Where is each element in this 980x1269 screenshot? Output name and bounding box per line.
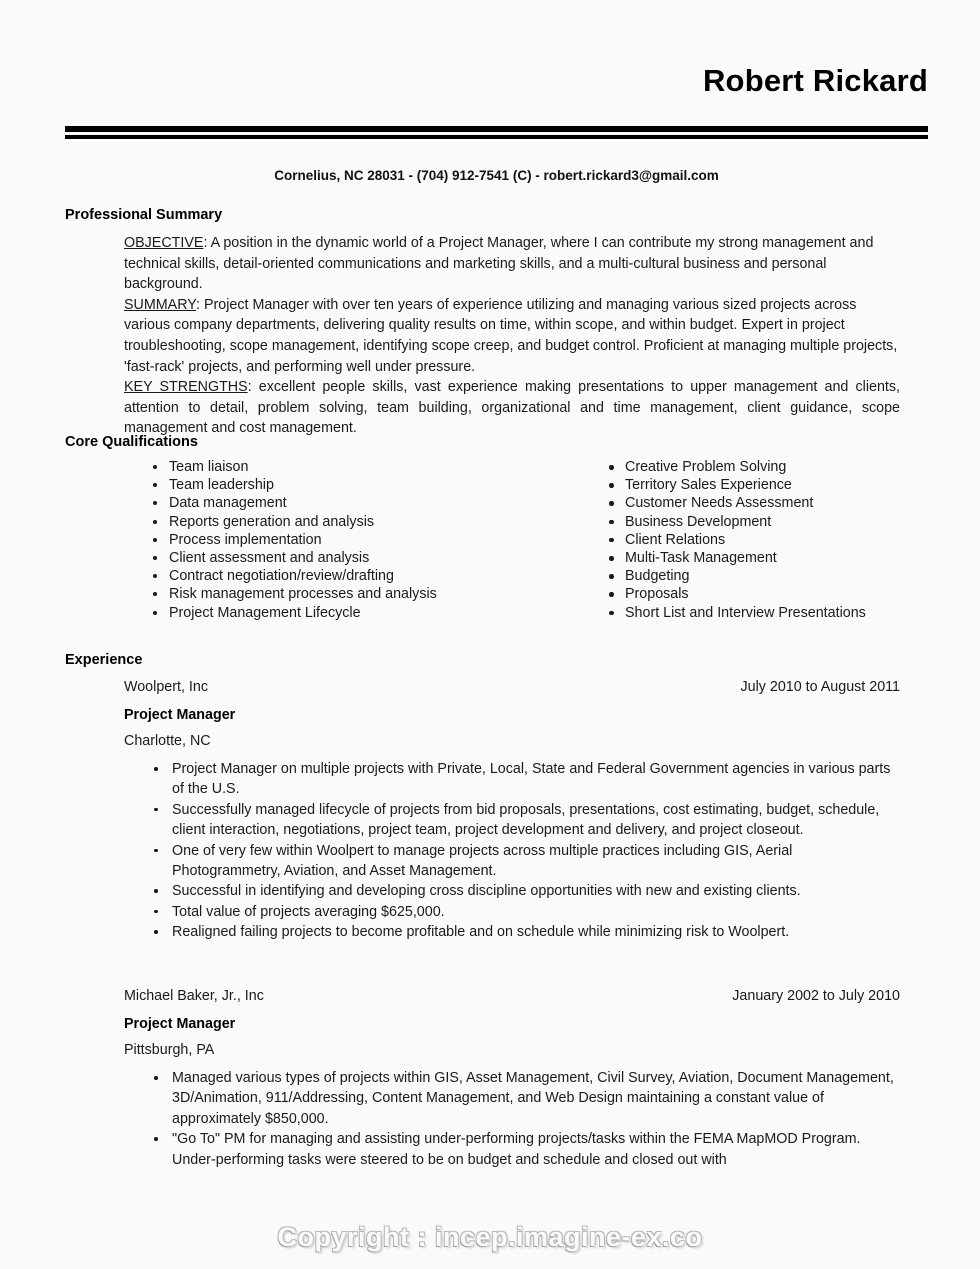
list-item-label: Customer Needs Assessment [625, 495, 814, 512]
list-item [152, 902, 900, 922]
summary-paragraph [124, 295, 900, 377]
header-divider [65, 126, 928, 139]
list-item [608, 476, 938, 494]
list-item [152, 881, 900, 901]
key-strengths-text: : excellent people skills, vast experience making presentations to upper management and clients, attention to detail, problem solving, team building, organizational and time management, client guidance, scope management and cost management. [124, 379, 900, 437]
bullet-icon [609, 501, 614, 506]
list-item [152, 841, 900, 882]
summary-text: : Project Manager with over ten years of experience utilizing and managing various sized projects across various company departments, delivering quality results on time, within scope, and within budget. Expert in project troubleshooting, scope management, identifying scope creep, and budget control. Proficient at managing multiple projects, 'fast-rack' projects, and performing well under pressure. [124, 296, 898, 375]
list-item [152, 1068, 900, 1129]
key-strengths-paragraph [124, 377, 900, 439]
list-item-label: Total value of projects averaging $625,000. [172, 903, 445, 920]
section-heading-professional-summary: Professional Summary [65, 207, 223, 223]
list-item [152, 604, 572, 622]
employment-dates: July 2010 to August 2011 [740, 679, 900, 695]
resume-header [65, 62, 928, 100]
list-item-label: Successful in identifying and developing cross discipline opportunities with new and existing clients. [172, 883, 801, 900]
experience-bullet-list [152, 759, 900, 943]
list-item-label: Short List and Interview Presentations [625, 604, 866, 621]
list-item-label: Managed various types of projects within GIS, Asset Management, Civil Survey, Aviation, Document Management, 3D/Animation, 911/Addressing, Content Management, and Web Design maintaining a constant value of approximately $850,000. [172, 1070, 894, 1127]
list-item-label: Multi-Task Management [625, 550, 777, 567]
bullet-icon [609, 465, 614, 470]
bullet-icon [153, 611, 157, 615]
list-item [152, 458, 572, 476]
list-item [152, 476, 572, 494]
experience-entry-header [124, 988, 900, 1009]
list-item [608, 549, 938, 567]
contact-line: Cornelius, NC 28031 - (704) 912-7541 (C) - robert.rickard3@gmail.com [274, 168, 719, 183]
core-qualifications-left-column [152, 458, 572, 622]
list-item [152, 800, 900, 841]
experience-bullet-list [152, 1068, 900, 1170]
list-item [152, 513, 572, 531]
employment-dates: January 2002 to July 2010 [732, 988, 900, 1004]
bullet-icon [609, 520, 614, 525]
list-item-label: Risk management processes and analysis [169, 586, 437, 603]
objective-label: OBJECTIVE [124, 235, 204, 251]
list-item-label: Creative Problem Solving [625, 459, 787, 475]
bullet-icon [153, 592, 157, 596]
bullet-icon [153, 538, 157, 542]
section-heading-core-qualifications: Core Qualifications [65, 434, 198, 450]
section-heading-experience: Experience [65, 652, 143, 668]
employer-name: Woolpert, Inc [124, 679, 208, 695]
objective-paragraph [124, 233, 900, 295]
bullet-icon [153, 520, 157, 524]
core-qualifications-right-column [608, 458, 938, 622]
bullet-icon [153, 501, 157, 505]
list-item-label: Realigned failing projects to become profitable and on schedule while minimizing risk to Woolpert. [172, 924, 790, 941]
list-item-label: Territory Sales Experience [625, 477, 792, 494]
bullet-icon [154, 889, 158, 893]
bullet-icon [609, 538, 614, 543]
list-item-label: Team liaison [169, 459, 249, 475]
list-item-label: Project Management Lifecycle [169, 604, 361, 621]
list-item [152, 549, 572, 567]
job-location: Pittsburgh, PA [124, 1042, 215, 1058]
key-strengths-label: KEY STRENGTHS [124, 379, 248, 396]
bullet-icon [154, 849, 158, 853]
divider-thin-rule [65, 135, 928, 139]
bullet-icon [153, 465, 157, 469]
list-item [152, 567, 572, 585]
list-item-label: Team leadership [169, 477, 274, 494]
bullet-icon [154, 808, 158, 812]
list-item-label: Client Relations [625, 531, 726, 548]
list-item-label: Client assessment and analysis [169, 550, 370, 567]
list-item-label: Budgeting [625, 568, 690, 585]
list-item-label: Successfully managed lifecycle of projects from bid proposals, presentations, cost estimating, budget, schedule, client interaction, negotiations, project team, project development and delivery, and project closeout. [172, 801, 880, 839]
list-item [608, 531, 938, 549]
copyright-watermark: Copyright : incep.imagine-ex.co [277, 1222, 703, 1252]
objective-text: : A position in the dynamic world of a Project Manager, where I can contribute my strong management and technical skills, detail-oriented communications and marketing skills, and a multi-cultural business and personal background. [124, 235, 874, 293]
bullet-icon [154, 930, 158, 934]
candidate-name: Robert Rickard [702, 63, 928, 98]
list-item [608, 494, 938, 512]
experience-entry-header [124, 679, 900, 700]
list-item [608, 513, 938, 531]
list-item [608, 604, 938, 622]
list-item-label: Data management [169, 495, 287, 512]
list-item-label: "Go To" PM for managing and assisting under-performing projects/tasks within the FEMA MapMOD Program. Under-performing tasks were steered to be on budget and schedule and closed out with [172, 1131, 861, 1168]
list-item-label: Contract negotiation/review/drafting [169, 568, 394, 585]
list-item [608, 585, 938, 603]
job-location: Charlotte, NC [124, 733, 211, 749]
list-item [152, 1129, 900, 1170]
employer-name: Michael Baker, Jr., Inc [124, 988, 264, 1004]
list-item [152, 759, 900, 800]
bullet-icon [609, 611, 614, 616]
list-item [152, 922, 900, 942]
bullet-icon [609, 574, 614, 579]
list-item [152, 531, 572, 549]
bullet-icon [153, 556, 157, 560]
bullet-icon [609, 483, 614, 488]
list-item-label: Reports generation and analysis [169, 513, 375, 530]
list-item-label: Project Manager on multiple projects with Private, Local, State and Federal Government agencies in various parts of the U.S. [172, 761, 891, 798]
list-item [152, 494, 572, 512]
job-title: Project Manager [124, 1016, 236, 1032]
list-item [152, 585, 572, 603]
experience-entry [124, 988, 900, 1170]
bullet-icon [154, 910, 158, 914]
list-item [608, 567, 938, 585]
job-title: Project Manager [124, 707, 236, 723]
bullet-icon [609, 556, 614, 561]
list-item [608, 458, 938, 476]
bullet-icon [154, 1076, 158, 1080]
bullet-icon [609, 592, 614, 597]
summary-label: SUMMARY [124, 296, 197, 313]
list-item-label: Proposals [625, 586, 689, 603]
list-item-label: Process implementation [169, 531, 322, 548]
list-item-label: Business Development [625, 513, 772, 530]
experience-entry [124, 679, 900, 943]
bullet-icon [154, 767, 158, 771]
bullet-icon [153, 483, 157, 487]
bullet-icon [154, 1137, 158, 1141]
list-item-label: One of very few within Woolpert to manage projects across multiple practices including GIS, Aerial Photogrammetry, Aviation, and Asset Management. [172, 842, 793, 880]
bullet-icon [153, 574, 157, 578]
professional-summary-body [124, 233, 900, 439]
